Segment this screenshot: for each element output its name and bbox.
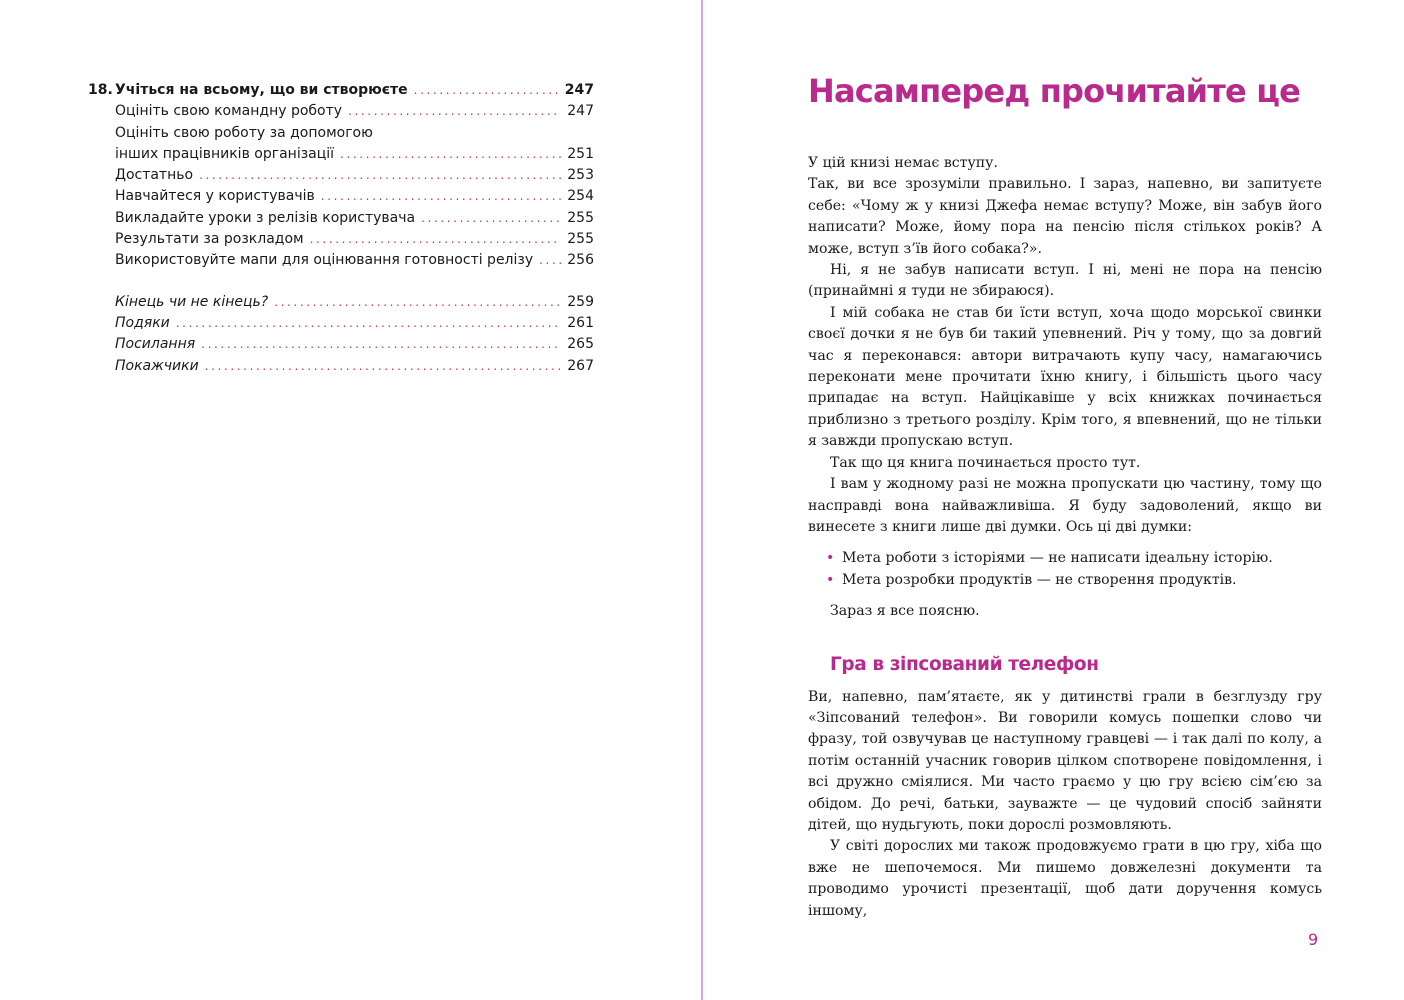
toc-leader-dots [321,186,561,207]
toc-entry-page: 253 [567,167,594,184]
list-item-text: Мета розробки продуктів — не створення продуктів. [842,571,1237,588]
paragraph: У цій книзі немає вступу. [808,155,998,171]
toc-leader-dots [199,165,561,186]
toc-entry-page: 255 [567,231,594,248]
toc-entry[interactable] [88,186,594,207]
toc-leader-dots [539,250,561,271]
toc-backmatter-entry[interactable] [88,313,594,334]
toc-chapter-number: 18. [88,82,113,98]
paragraph: Ви, напевно, пам’ятаєте, як у дитинстві грали в безглузду гру «Зіпсований телефон». Ви говорили комусь пошепки слово чи фразу, той озвучував це наступному гравцеві — і так далі по колу, а потім останній учасник говорив цілком спотворене повідомлення, і всі дружно сміялися. Ми часто граємо у цю гру всією сім’єю за обідом. До речі, батьки, зауважте — це чудовий спосіб зайняти дітей, що нудьгують, поки дорослі розмовляють. [808,688,1322,833]
paragraph: Зараз я все поясню. [830,603,980,620]
toc-backmatter-entry[interactable] [88,292,594,313]
paragraph: І вам у жодному разі не можна пропускати цю частину, тому що насправді вона найважливіша. Я буду задоволений, якщо ви винесете з книги лише дві думки. Ось ці дві думки: [808,476,1322,535]
toc-entry-label: інших працівників організації [115,145,335,162]
toc-entry-label: Оцініть свою роботу за допомогою [115,124,373,141]
paragraph: У світі дорослих ми також продовжуємо грати в цю гру, хіба що вже не шепочемося. Ми пишемо довжелезні документи та проводимо урочисті презентації, щоб дати доручення комусь іншому, [808,838,1322,919]
toc-entry-label: Результати за розкладом [115,231,304,248]
toc-entry-label: Викладайте уроки з релізів користувача [115,209,416,226]
toc-entry-page: 261 [567,314,594,331]
toc-entry-page: 265 [567,336,594,353]
toc-leader-dots [348,101,561,122]
toc-entry-label: Навчайтеся у користувачів [115,188,315,205]
paragraph: І мій собака не став би їсти вступ, хоча щодо морської свинки своєї дочки я не був би такий упевнений. Річ у тому, що за довгий час я переконався: автори витрачають купу часу, намагаючись переконати мене прочитати їхню книгу, і більшість цього часу припадає на вступ. Найцікавіше у всіх книжках починається приблизно з третього розділу. Крім того, я впевнений, що не тільки я завжди пропускаю вступ. [808,304,1322,450]
toc-leader-dots [421,208,561,229]
toc-leader-dots [340,144,561,165]
toc-chapter-row[interactable] [88,80,594,101]
toc-entry[interactable] [88,250,594,271]
toc-entry-page: 259 [567,293,594,310]
bullet-list [826,548,1322,591]
toc-entry-page: 267 [567,357,594,374]
toc-entry-page: 255 [567,209,594,226]
toc-entry-page: 247 [564,82,594,98]
toc-entry-label: Достатньо [115,167,194,184]
toc-entry-label: Учіться на всьому, що ви створюєте [115,82,408,98]
toc-entry-label: Покажчики [115,357,199,374]
toc-entry[interactable] [88,208,594,229]
body-text [808,153,1322,922]
toc-gap [88,272,594,292]
toc-entry-label: Посилання [115,336,196,353]
toc-backmatter-entry[interactable] [88,356,594,377]
toc-entry[interactable] [88,229,594,250]
toc-leader-dots [205,356,562,377]
toc-entry[interactable] [88,123,594,144]
toc-backmatter-entry[interactable] [88,334,594,355]
page-number: 9 [1308,930,1319,949]
paragraph: Так що ця книга починається просто тут. [830,454,1141,471]
toc-entry-page: 247 [567,103,594,120]
paragraph: Так, ви все зрозуміли правильно. І зараз, напевно, ви запитуєте себе: «Чому ж у книзі Джефа немає вступу? Може, він забув його написати? Може, йому пора на пенсію після стількох років? А може, вступ з’їв його собака?». [808,176,1322,257]
toc-entry[interactable] [88,144,594,165]
toc-entry-label: Подяки [115,314,170,331]
page-divider [701,0,703,1000]
toc-entry[interactable] [88,101,594,122]
toc-leader-dots [414,80,559,101]
toc-entry[interactable] [88,165,594,186]
toc-entry-label: Використовуйте мапи для оцінювання готовності релізу [115,252,534,269]
toc-leader-dots [310,229,562,250]
toc-leader-dots [176,313,562,334]
toc-entry-label: Кінець чи не кінець? [115,293,269,310]
toc-entry-page: 256 [567,252,594,269]
section-heading: Гра в зіпсований телефон [830,653,1099,675]
list-item-text: Мета роботи з історіями — не написати ідеальну історію. [842,550,1273,567]
toc-leader-dots [274,292,561,313]
toc-leader-dots [201,334,561,355]
toc-entry-label: Оцініть свою командну роботу [115,103,343,120]
toc-entry-page: 254 [567,188,594,205]
page-title: Насамперед прочитайте це [808,72,1301,110]
table-of-contents [88,80,594,377]
paragraph: Ні, я не забув написати вступ. І ні, мені не пора на пенсію (принаймні я туди не збираюся). [808,262,1322,300]
list-item [826,570,1322,591]
bullet-icon: • [826,571,835,588]
toc-entry-page: 251 [567,145,594,162]
list-item [826,548,1322,569]
bullet-icon: • [826,550,835,567]
